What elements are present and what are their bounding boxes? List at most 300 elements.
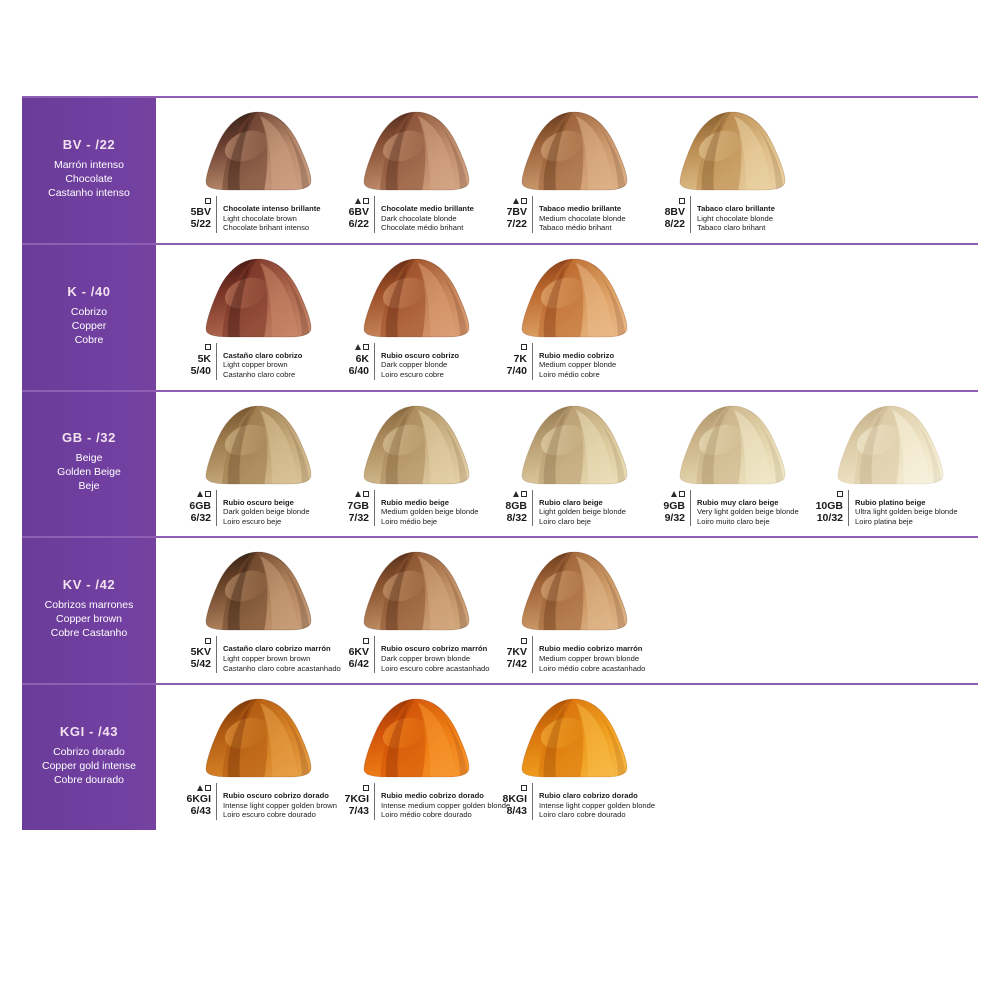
shade-name-es: Rubio medio cobrizo dorado: [381, 791, 484, 801]
hair-swatch-image: [356, 550, 476, 632]
hair-swatch-image: [356, 257, 476, 339]
shade-names: [532, 783, 655, 820]
family-names: [71, 305, 107, 347]
family-row: [22, 243, 978, 390]
shade-code-secondary: 6/42: [348, 658, 369, 671]
shade-markers: [174, 783, 211, 792]
shade-code-primary: 5K: [197, 352, 211, 365]
shade-code-secondary: 8/32: [506, 511, 527, 524]
shade-name-es: Rubio platino beige: [855, 497, 926, 507]
triangle-marker-icon: [355, 344, 361, 350]
shade-code-primary: 6KGI: [186, 793, 211, 806]
square-marker-icon: [363, 785, 369, 791]
family-label-cell: [22, 245, 156, 390]
square-marker-icon: [363, 491, 369, 497]
shade-names: [216, 343, 302, 380]
hair-image-wrap: [830, 404, 950, 486]
hair-swatch-image: [198, 404, 318, 486]
swatch-list: [156, 538, 978, 683]
triangle-marker-icon: [513, 491, 519, 497]
shade-name-pt: Loiro escuro cobre: [381, 369, 444, 379]
shade-name-en: Intense light copper golden blonde: [539, 800, 656, 810]
shade-code-secondary: 6/32: [190, 511, 211, 524]
shade-codes: [174, 343, 216, 377]
hair-swatch-image: [672, 404, 792, 486]
square-marker-icon: [363, 198, 369, 204]
shade-name-es: Tabaco claro brillante: [697, 204, 775, 213]
shade-name-es: Rubio oscuro cobrizo marrón: [381, 644, 488, 654]
hair-swatch: [514, 550, 634, 632]
family-code: K - /40: [67, 283, 111, 299]
shade-name-en: Light chocolate blonde: [697, 213, 773, 223]
hair-swatch-image: [514, 110, 634, 192]
shade-code-secondary: 6/43: [190, 805, 211, 818]
shade-codes: [174, 490, 216, 524]
shade-info: [332, 343, 459, 380]
family-code: KGI - /43: [59, 724, 119, 740]
shade-markers: [490, 490, 527, 499]
shade-info: [490, 636, 645, 673]
shade-swatch[interactable]: [328, 546, 490, 673]
hair-image-wrap: [514, 110, 634, 192]
triangle-marker-icon: [355, 198, 361, 204]
family-name-es: Cobrizo: [70, 305, 108, 318]
family-name-pt: Beje: [78, 480, 100, 493]
shade-markers: [174, 490, 211, 499]
shade-code-primary: 6KV: [348, 646, 369, 659]
hair-image-wrap: [514, 404, 634, 486]
shade-code-secondary: 8/22: [664, 218, 685, 230]
shade-name-pt: Loiro médio cobre acastanhado: [539, 663, 646, 673]
hair-image-wrap: [198, 110, 318, 192]
family-name-pt: Cobre dourado: [53, 774, 125, 787]
shade-info: [174, 490, 310, 527]
shade-info: [332, 636, 490, 673]
hair-swatch: [356, 257, 476, 339]
shade-info: [174, 783, 337, 820]
shade-codes: [648, 196, 690, 230]
hair-swatch: [198, 550, 318, 632]
hair-swatch-image: [198, 697, 318, 779]
shade-name-pt: Loiro claro cobre dourado: [539, 810, 626, 820]
shade-info: [490, 783, 655, 820]
square-marker-icon: [521, 491, 527, 497]
shade-names: [374, 196, 474, 233]
shade-code-secondary: 5/22: [190, 218, 211, 230]
shade-name-en: Intense medium copper golden blonde: [381, 800, 511, 810]
family-code: GB - /32: [62, 430, 116, 446]
shade-codes: [332, 636, 374, 670]
shade-swatch[interactable]: [644, 106, 802, 233]
family-row: [22, 536, 978, 683]
shade-info: [332, 783, 510, 820]
shade-info: [648, 196, 775, 233]
shade-codes: [174, 636, 216, 670]
shade-info: [648, 490, 799, 527]
shade-code-primary: 7KV: [506, 646, 527, 659]
shade-names: [532, 196, 626, 233]
square-marker-icon: [205, 638, 211, 644]
hair-swatch: [198, 697, 318, 779]
shade-name-es: Rubio claro beige: [539, 497, 603, 507]
shade-codes: [174, 783, 216, 817]
family-row: [22, 390, 978, 537]
shade-name-es: Chocolate intenso brillante: [223, 204, 321, 213]
swatch-list: [156, 98, 978, 243]
shade-names: [216, 196, 320, 233]
shade-markers: [648, 490, 685, 499]
shade-code-secondary: 7/43: [348, 805, 369, 818]
shade-name-pt: Chocolate médio brihant: [381, 223, 464, 233]
shade-name-en: Light chocolate brown: [223, 213, 297, 223]
shade-swatch[interactable]: [486, 106, 644, 233]
family-label-cell: [22, 538, 156, 683]
shade-name-pt: Loiro escuro beje: [223, 516, 282, 526]
hair-swatch: [672, 110, 792, 192]
swatch-list: [156, 685, 978, 830]
hair-swatch: [356, 697, 476, 779]
shade-name-pt: Loiro médio cobre: [539, 369, 600, 379]
shade-name-en: Dark golden beige blonde: [223, 507, 310, 517]
shade-swatch[interactable]: [170, 693, 337, 820]
shade-name-pt: Loiro muito claro beje: [697, 516, 770, 526]
shade-swatch[interactable]: [486, 400, 644, 527]
shade-code-secondary: 5/40: [190, 364, 211, 377]
shade-markers: [490, 343, 527, 352]
shade-swatch[interactable]: [802, 400, 960, 527]
square-marker-icon: [205, 491, 211, 497]
shade-name-es: Castaño claro cobrizo: [223, 350, 303, 360]
shade-name-pt: Loiro claro beje: [539, 516, 591, 526]
square-marker-icon: [205, 198, 211, 204]
shade-name-pt: Castanho claro cobre acastanhado: [223, 663, 341, 673]
shade-info: [174, 343, 302, 380]
shade-name-es: Chocolate medio brillante: [381, 204, 474, 213]
shade-codes: [332, 196, 374, 230]
family-name-pt: Cobre Castanho: [50, 627, 128, 640]
triangle-marker-icon: [197, 785, 203, 791]
shade-codes: [490, 490, 532, 524]
shade-names: [532, 490, 626, 527]
hair-image-wrap: [198, 257, 318, 339]
hair-swatch-image: [514, 404, 634, 486]
hair-swatch: [514, 697, 634, 779]
shade-swatch[interactable]: [486, 546, 644, 673]
square-marker-icon: [205, 785, 211, 791]
shade-name-es: Rubio medio beige: [381, 497, 449, 507]
shade-code-primary: 8BV: [664, 206, 685, 218]
hair-swatch: [198, 257, 318, 339]
hair-image-wrap: [198, 404, 318, 486]
shade-code-primary: 8GB: [505, 499, 527, 512]
shade-swatch[interactable]: [486, 253, 644, 380]
family-names: [57, 451, 121, 493]
family-row: [22, 96, 978, 243]
shade-code-secondary: 7/32: [348, 511, 369, 524]
hair-swatch-image: [356, 404, 476, 486]
shade-codes: [332, 490, 374, 524]
hair-swatch-image: [514, 550, 634, 632]
hair-image-wrap: [672, 110, 792, 192]
hair-swatch-image: [198, 110, 318, 192]
family-name-pt: Castanho intenso: [48, 186, 130, 199]
shade-codes: [490, 636, 532, 670]
hair-image-wrap: [356, 404, 476, 486]
family-name-es: Cobrizo dorado: [53, 746, 125, 759]
shade-name-en: Very light golden beige blonde: [697, 507, 799, 517]
family-rows: [22, 96, 978, 830]
square-marker-icon: [521, 785, 527, 791]
shade-codes: [490, 343, 532, 377]
shade-name-es: Rubio medio cobrizo marrón: [539, 644, 643, 654]
shade-info: [332, 196, 474, 233]
shade-code-secondary: 8/43: [506, 805, 527, 818]
shade-name-es: Tabaco medio brillante: [539, 204, 622, 213]
shade-codes: [332, 783, 374, 817]
family-names: [48, 158, 130, 200]
hair-image-wrap: [198, 550, 318, 632]
square-marker-icon: [521, 344, 527, 350]
hair-image-wrap: [514, 550, 634, 632]
shade-code-secondary: 7/42: [506, 658, 527, 671]
hair-image-wrap: [356, 697, 476, 779]
square-marker-icon: [521, 198, 527, 204]
hair-swatch-image: [672, 110, 792, 192]
triangle-marker-icon: [671, 491, 677, 497]
square-marker-icon: [363, 638, 369, 644]
shade-swatch[interactable]: [328, 693, 511, 820]
shade-code-primary: 7K: [513, 352, 527, 365]
hair-swatch-image: [514, 697, 634, 779]
shade-names: [374, 343, 459, 380]
family-code: KV - /42: [62, 577, 116, 593]
shade-code-primary: 5BV: [190, 206, 211, 218]
shade-code-secondary: 7/22: [506, 218, 527, 230]
shade-names: [690, 490, 799, 527]
shade-code-secondary: 6/22: [348, 218, 369, 230]
shade-markers: [174, 343, 211, 352]
shade-name-es: Rubio claro cobrizo dorado: [539, 791, 638, 801]
hair-swatch: [356, 550, 476, 632]
family-label-cell: [22, 392, 156, 537]
shade-name-pt: Loiro escuro cobre acastanhado: [381, 663, 490, 673]
shade-name-pt: Tabaco médio brihant: [539, 223, 612, 233]
family-label-cell: [22, 98, 156, 243]
shade-code-primary: 8KGI: [502, 793, 527, 806]
shade-markers: [332, 196, 369, 205]
hair-swatch: [672, 404, 792, 486]
shade-name-en: Light copper brown: [223, 360, 288, 370]
shade-name-pt: Chocolate brihant intenso: [223, 223, 310, 233]
square-marker-icon: [837, 491, 843, 497]
hair-swatch-image: [198, 257, 318, 339]
shade-code-secondary: 9/32: [664, 511, 685, 524]
shade-name-pt: Loiro médio beje: [381, 516, 438, 526]
shade-names: [374, 636, 490, 673]
shade-name-en: Medium copper brown blonde: [539, 653, 640, 663]
family-name-es: Marrón intenso: [53, 158, 125, 171]
hair-swatch-image: [514, 257, 634, 339]
shade-code-secondary: 6/40: [348, 364, 369, 377]
shade-info: [174, 196, 320, 233]
shade-names: [532, 636, 645, 673]
shade-names: [374, 490, 479, 527]
shade-codes: [806, 490, 848, 524]
shade-codes: [332, 343, 374, 377]
shade-markers: [490, 636, 527, 645]
shade-info: [490, 196, 626, 233]
shade-names: [532, 343, 616, 380]
hair-image-wrap: [356, 550, 476, 632]
family-label-cell: [22, 685, 156, 830]
shade-name-en: Dark copper blonde: [381, 360, 448, 370]
hair-swatch: [198, 404, 318, 486]
shade-name-en: Intense light copper golden brown: [223, 800, 337, 810]
shade-codes: [648, 490, 690, 524]
family-name-es: Beige: [75, 452, 103, 465]
shade-info: [806, 490, 958, 527]
shade-name-es: Rubio oscuro beige: [223, 497, 294, 507]
shade-swatch[interactable]: [170, 106, 328, 233]
hair-swatch-image: [830, 404, 950, 486]
hair-swatch: [356, 404, 476, 486]
shade-name-en: Light copper brown brown: [223, 653, 311, 663]
shade-swatch[interactable]: [328, 253, 486, 380]
family-name-en: Copper brown: [56, 613, 122, 626]
shade-markers: [806, 490, 843, 499]
shade-codes: [490, 783, 532, 817]
shade-swatch[interactable]: [170, 400, 328, 527]
family-name-en: Copper: [71, 319, 107, 332]
hair-image-wrap: [514, 697, 634, 779]
shade-names: [216, 783, 337, 820]
shade-markers: [332, 636, 369, 645]
shade-markers: [332, 343, 369, 352]
shade-swatch[interactable]: [486, 693, 656, 820]
triangle-marker-icon: [513, 198, 519, 204]
shade-code-primary: 9GB: [663, 499, 685, 512]
swatch-list: [156, 245, 978, 390]
shade-swatch[interactable]: [170, 546, 341, 673]
family-names: [42, 745, 136, 787]
shade-code-primary: 10GB: [815, 499, 843, 512]
shade-name-es: Rubio medio cobrizo: [539, 350, 615, 360]
family-name-es: Cobrizos marrones: [44, 599, 134, 612]
square-marker-icon: [679, 198, 685, 204]
shade-code-primary: 6BV: [348, 206, 369, 218]
family-row: [22, 683, 978, 830]
shade-name-en: Dark chocolate blonde: [381, 213, 457, 223]
hair-swatch-image: [356, 110, 476, 192]
shade-name-pt: Tabaco claro brihant: [697, 223, 766, 233]
hair-swatch: [198, 110, 318, 192]
shade-code-primary: 7KGI: [344, 793, 369, 806]
hair-swatch: [514, 404, 634, 486]
shade-code-primary: 6K: [355, 352, 369, 365]
shade-names: [216, 636, 341, 673]
shade-info: [490, 343, 616, 380]
shade-info: [490, 490, 626, 527]
hair-swatch: [830, 404, 950, 486]
shade-name-es: Rubio muy claro beige: [697, 497, 779, 507]
shade-markers: [332, 490, 369, 499]
hair-image-wrap: [198, 697, 318, 779]
triangle-marker-icon: [197, 491, 203, 497]
triangle-marker-icon: [355, 491, 361, 497]
shade-name-es: Rubio oscuro cobrizo: [381, 350, 460, 360]
hair-image-wrap: [356, 257, 476, 339]
shade-markers: [332, 783, 369, 792]
square-marker-icon: [205, 344, 211, 350]
shade-swatch[interactable]: [328, 400, 486, 527]
shade-swatch[interactable]: [328, 106, 486, 233]
family-name-en: Chocolate: [65, 172, 113, 185]
family-name-pt: Cobre: [74, 333, 104, 346]
shade-name-en: Light golden beige blonde: [539, 507, 626, 517]
square-marker-icon: [521, 638, 527, 644]
shade-code-secondary: 5/42: [190, 658, 211, 671]
shade-swatch[interactable]: [644, 400, 802, 527]
hair-image-wrap: [672, 404, 792, 486]
square-marker-icon: [363, 344, 369, 350]
hair-swatch: [356, 110, 476, 192]
shade-name-pt: Loiro platina beje: [855, 516, 913, 526]
shade-name-es: Castaño claro cobrizo marrón: [223, 644, 331, 654]
shade-name-pt: Loiro escuro cobre dourado: [223, 810, 316, 820]
family-names: [45, 598, 134, 640]
shade-codes: [490, 196, 532, 230]
hair-swatch: [514, 110, 634, 192]
shade-code-secondary: 7/40: [506, 364, 527, 377]
shade-code-primary: 6GB: [189, 499, 211, 512]
shade-markers: [174, 636, 211, 645]
shade-markers: [490, 783, 527, 792]
shade-code-primary: 7BV: [506, 206, 527, 218]
shade-markers: [490, 196, 527, 205]
shade-names: [848, 490, 958, 527]
family-name-en: Copper gold intense: [42, 760, 136, 773]
shade-names: [216, 490, 310, 527]
shade-swatch[interactable]: [170, 253, 328, 380]
shade-name-en: Medium copper blonde: [539, 360, 617, 370]
shade-info: [174, 636, 341, 673]
hair-swatch-image: [356, 697, 476, 779]
shade-name-en: Ultra light golden beige blonde: [855, 507, 958, 517]
shade-name-en: Dark copper brown blonde: [381, 653, 471, 663]
shade-name-en: Medium golden beige blonde: [381, 507, 479, 517]
swatch-list: [156, 392, 978, 537]
shade-code-primary: 7GB: [347, 499, 369, 512]
hair-image-wrap: [356, 110, 476, 192]
shade-name-es: Rubio oscuro cobrizo dorado: [223, 791, 329, 801]
shade-markers: [648, 196, 685, 205]
shade-name-pt: Loiro médio cobre dourado: [381, 810, 472, 820]
shade-info: [332, 490, 479, 527]
shade-name-pt: Castanho claro cobre: [223, 369, 296, 379]
hair-swatch: [514, 257, 634, 339]
family-code: BV - /22: [62, 136, 116, 152]
hair-image-wrap: [514, 257, 634, 339]
shade-markers: [174, 196, 211, 205]
hair-swatch-image: [198, 550, 318, 632]
square-marker-icon: [679, 491, 685, 497]
shade-name-en: Medium chocolate blonde: [539, 213, 626, 223]
shade-codes: [174, 196, 216, 230]
shade-code-secondary: 10/32: [816, 511, 843, 524]
shade-code-primary: 5KV: [190, 646, 211, 659]
family-name-en: Golden Beige: [57, 466, 121, 479]
shade-names: [690, 196, 775, 233]
